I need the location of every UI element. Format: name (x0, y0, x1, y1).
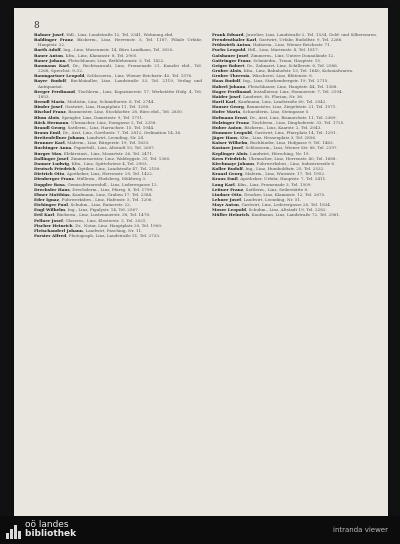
entry-details: Elektroinst., Linz, Mozartstr. 26, Tel. 2471. (63, 150, 154, 156)
entry-name: Dallinger Josef (34, 155, 69, 161)
directory-entry: Eder Ignaz, Fuhrwerksbes., Linz, Hafenstr. 5, Tel. 1206. (34, 197, 153, 202)
entry-name: Ertl Karl (34, 212, 55, 218)
directory-entry: Hager Ferdinand, Installateur, Linz, Honauerstr. 7, Tel. 2194. (212, 88, 343, 94)
directory-entry: Kraus Emil, Apotheker, Urfahr, Hauptstr. 7, Tel. 2411. (212, 176, 327, 182)
entry-name: Lindner Otto (212, 191, 242, 197)
directory-entry: Geiger Robert, Dr., Zahnarzt, Linz, Schillerstr. 6, Tel. 2588. (212, 62, 339, 68)
entry-details: Schneiderin, Linz, Steingasse 5. (242, 109, 310, 115)
entry-details: Landwirt, Pasching, Nr. 11. (85, 227, 143, 233)
entry-name: Lehner Josef (212, 197, 241, 202)
directory-entry: Huber Anton, Bäckerm., Linz, Kaarstr. 2, Tel. 2043. (212, 124, 322, 130)
entry-name: Frühwirth Anton (212, 42, 251, 48)
directory-entry: Bahner Josef, Hdl., Linz, Landstraße 12, Tel. 2341, Wohnung ebd. (34, 32, 174, 37)
entry-details: Ing., Linz, Humboldtstr. 25, Tel. 2532. (245, 166, 325, 172)
directory-entry: Kranzl Georg, Malerm., Linz, Wurmstr. 17, Tel. 1952. (212, 171, 326, 177)
entry-name: Ebner Matthias (34, 191, 70, 197)
entry-details: Dr., Rechtsanwalt, Linz, Promenade 21, Kanzlei ebd., Tel. 2268, Sprechst. 9–12. (38, 62, 202, 74)
entry-details: Schuhm., Linz, Altstadt 19, Tel. 2282. (248, 207, 327, 213)
directory-entry: Fellner Josef, Glaserm., Linz, Klosterstr. 3, Tel. 2021. (34, 217, 147, 223)
entry-details: Drucker, Linz, Klammstr. 12, Tel. 2675. (244, 191, 326, 197)
entry-name: Huber Anton (212, 124, 242, 130)
entry-name: Lang Karl (212, 181, 235, 187)
entry-name: Koller Rudolf (212, 166, 243, 172)
entry-name: Brandl Georg (34, 124, 65, 130)
entry-details: Kfm., Linz, Bahnhofstr. 13, Tel. 1640, Kolonialwaren. (243, 68, 354, 74)
entry-name: Buchinger Anna (34, 145, 72, 151)
library-logo[interactable] (6, 521, 76, 539)
entry-details: Papierhdl., Linz, Altstadt 10, Tel. 2087. (73, 145, 156, 151)
directory-entry: Hofer Maria, Schneiderin, Linz, Steingasse 5. (212, 109, 310, 115)
entry-name: Hofer Maria (212, 109, 241, 115)
entry-name: Bauer Johann (34, 57, 66, 63)
entry-details: Tischlerm., Linz, Dinghoferstr. 33, Tel. 1725. (251, 119, 345, 125)
entry-details: Sattlerm., Linz, Harrachstr. 15, Tel. 1944. (67, 124, 155, 130)
entry-details: Landwirt, Leonding, Nr. 24. (86, 135, 145, 141)
entry-details: Gastwirt, Linz, Lederergasse 28, Tel. 1834. (241, 202, 332, 208)
entry-details: Kaufmann, Linz, Landstraße 60, Tel. 2942. (238, 99, 327, 105)
directory-entry: Fischer Heinrich, Dr., Notar, Linz, Hauptplatz 20, Tel. 1900. (34, 222, 163, 228)
entry-name: Eder Ignaz (34, 197, 59, 202)
entry-details: Optiker, Linz, Landstraße 47, Tel. 2150. (78, 166, 161, 172)
entry-details: Hafnerm., Linz, Wiener Reichsstr. 71. (252, 42, 331, 48)
entry-name: Deutsch Friedrich (34, 166, 76, 172)
entry-name: Forster Alfred (34, 233, 67, 239)
entry-name: Haider Josef (212, 93, 241, 99)
logo-line-2: bibliothek (25, 529, 77, 539)
entry-name: Bahner Josef (34, 32, 64, 37)
entry-name: Fellner Josef (34, 217, 63, 223)
page-number: 8 (34, 21, 40, 31)
directory-entry: Kirchmayr Johann, Fuhrwerksbes., Linz, Industriezeile 6. (212, 160, 336, 166)
entry-name: Frank Eduard (212, 32, 244, 37)
entry-name: Burger Max (34, 150, 62, 156)
directory-entry: Bayer Rudolf, Buchhändler, Linz, Landstraße 33, Tel. 2119, Verlag und Antiquariat. (34, 78, 202, 89)
entry-name: Leitner Franz (212, 186, 244, 192)
directory-entry: Jäger Hans, Kfm., Linz, Hessenplatz 3, Tel. 2856. (212, 135, 317, 141)
directory-entry: Hummer Leopold, Gastwirt, Linz, Pfarrplatz 14, Tel. 1291. (212, 129, 337, 135)
directory-entry: Haberl Johann, Fleischhauer, Linz, Hauptstr. 44, Tel. 1388. (212, 83, 338, 89)
directory-entry: Freudenthaler Karl, Gastwirt, Urfahr, Rudolfstr. 9, Tel. 2266. (212, 37, 343, 43)
directory-entry: Berger Ferdinand, Tischlerm., Linz, Kapuzinerstr. 17, Werkstätte Hofg. 4, Tel. 1853. (34, 88, 202, 99)
directory-entry: Frühwirth Anton, Hafnerm., Linz, Wiener Reichsstr. 71. (212, 42, 331, 48)
entry-details: Juwelier, Linz, Landstraße 2, Tel. 1534, Gold- und Silberwaren. (246, 32, 378, 37)
entry-details: Dr., Notar, Linz, Hauptplatz 20, Tel. 1900. (75, 222, 163, 228)
entry-details: Baumeister, Linz, Stockhofstr. 28, Büro ebd., Tel. 2630. (68, 109, 184, 115)
entry-details: Kaufmann, Linz, Graben 17, Tel. 2384. (72, 191, 153, 197)
directory-entry: Leitner Franz, Sattlerm., Linz, Seilerstätte 8. (212, 186, 309, 192)
entry-details: Ing., Linz, Figulystr. 14, Tel. 2567. (67, 207, 140, 213)
entry-details: Uhrmacher, Linz, Herrenstr. 40, Tel. 1688. (248, 155, 337, 161)
entry-details: Ing., Linz, Starhembergstr. 19, Tel. 2715. (242, 78, 329, 84)
entry-name: Barth Adolf (34, 47, 61, 53)
directory-entry: Lang Karl, Kfm., Linz, Promenade 3, Tel. 1509. (212, 181, 312, 187)
directory-entry: Burger Max, Elektroinst., Linz, Mozartstr. 26, Tel. 2471. (34, 150, 154, 156)
entry-details: Landwirt, St. Florian, Nr. 36. (243, 93, 304, 99)
directory-entry: Fuchs Leopold, Hdl., Linz, Marienstr. 4, Tel. 1817. (212, 47, 320, 53)
entry-name: Hartl Karl (212, 99, 236, 105)
viewer-link[interactable]: intranda viewer (333, 526, 388, 534)
entry-details: Bäckerm., Linz, Kaarstr. 2, Tel. 2043. (244, 124, 322, 130)
entry-name: Danner Ludwig (34, 160, 70, 166)
directory-entry: Keplinger Alois, Landwirt, Hörsching, Nr. 19. (212, 150, 310, 156)
entry-details: Wäscherei, Linz, Blütenstr. 8. (252, 73, 314, 79)
entry-name: Breitenfellner Johann (34, 135, 85, 141)
directory-entry: Baumgartner Leopold, Schlosserm., Linz, Wiener Reichsstr. 40, Tel. 1576. (34, 73, 193, 79)
entry-name: Binder Josef (34, 104, 63, 110)
entry-details: Photograph, Linz, Landstraße 51, Tel. 2733. (68, 233, 161, 239)
directory-entry: Kastner Josef, Schlosserm., Linz, Wiener Str. 88, Tel. 2197. (212, 145, 338, 151)
entry-name: Kaiser Wilhelm (212, 140, 248, 146)
entry-name: Holzinger Franz (212, 119, 250, 125)
entry-name: Gaisbauer Josef (212, 52, 249, 58)
directory-entry: Gattringer Franz, Schmiedm., Traun, Hauptstr. 15. (212, 57, 322, 63)
entry-name: Haberl Johann (212, 83, 246, 89)
directory-entry: Bauer Johann, Fleischhauer, Linz, Bethlehemstr. 3, Tel. 1422. (34, 57, 165, 63)
entry-name: Brunner Karl (34, 140, 65, 146)
entry-details: Buchhändler, Linz, Landstraße 33, Tel. 2119, Verlag und Antiquariat. (38, 78, 202, 89)
entry-details: Uhrmacher, Linz, Domgasse 2, Tel. 2358. (71, 119, 157, 125)
entry-name: Berger Ferdinand (34, 88, 75, 94)
directory-entry: Binder Josef, Gastwirt, Linz, Hauptplatz 11, Tel. 1290. (34, 104, 150, 110)
entry-details: Zimmermeister, Linz, Waldeggstr. 31, Tel. 1365. (70, 155, 171, 161)
library-logo-icon (6, 523, 22, 539)
directory-entry: Lehner Josef, Landwirt, Leonding, Nr. 51. (212, 197, 302, 202)
entry-details: Kfm., Linz, Promenade 3, Tel. 1509. (237, 181, 312, 187)
entry-name: Fischer Heinrich (34, 222, 73, 228)
entry-details: Malerm., Linz, Bürgerstr. 19, Tel. 1633. (67, 140, 150, 146)
directory-entry: Eichinger Paul, Schuhm., Linz, Rainerstr. 22. (34, 202, 132, 208)
directory-entry: Gaisbauer Josef, Zimmerm., Linz, Untere Donaulände 12. (212, 52, 335, 58)
directory-entry: Hartl Karl, Kaufmann, Linz, Landstraße 60, Tel. 2942. (212, 99, 327, 105)
directory-entry: Berndl Maria, Modistin, Linz, Schmidtorstr. 6, Tel. 2744. (34, 99, 155, 105)
entry-details: Landwirt, Leonding, Nr. 51. (243, 197, 302, 202)
entry-name: Geiger Robert (212, 62, 245, 68)
entry-details: Glaserm., Linz, Klosterstr. 3, Tel. 2021. (65, 217, 147, 223)
directory-entry: Breitenfellner Johann, Landwirt, Leonding, Nr. 24. (34, 135, 145, 141)
entry-details: Schuhm., Linz, Rainerstr. 22. (70, 202, 132, 208)
entry-details: Hdl., Linz, Landstraße 12, Tel. 2341, Wohnung ebd. (66, 32, 174, 37)
entry-name: Jäger Hans (212, 135, 238, 141)
directory-entry: Koller Rudolf, Ing., Linz, Humboldtstr. 25, Tel. 2532. (212, 166, 325, 172)
entry-name: Hager Ferdinand (212, 88, 251, 94)
directory-entry: Haas Rudolf, Ing., Linz, Starhembergstr. 19, Tel. 2715. (212, 78, 329, 84)
directory-entry: Drechsler Hans, Drechslerm., Linz, Pfarrg. 8, Tel. 1799. (34, 186, 154, 192)
entry-details: Fuhrwerksbes., Linz, Industriezeile 6. (256, 160, 336, 166)
directory-entry: Dallinger Josef, Zimmermeister, Linz, Waldeggstr. 31, Tel. 1365. (34, 155, 171, 161)
entry-details: Apotheker, Linz, Herrenstr. 29, Tel. 1422. (66, 171, 154, 177)
left-column (34, 32, 202, 510)
directory-entry: Bauer Anton, Kfm., Linz, Klammstr. 8, Tel. 2905. (34, 52, 138, 58)
entry-name: Haas Rudolf (212, 78, 241, 84)
directory-entry: Blum Alois, Spengler, Linz, Dametzstr. 9, Tel. 1711. (34, 114, 144, 120)
entry-details: Dr., Arzt, Linz, Bismarckstr. 11, Tel. 2369. (249, 114, 337, 120)
entry-details: Bäckerm., Linz, Lustenauerstr. 38, Tel. 1478. (56, 212, 151, 218)
directory-entry: Baldinger Franz, Bäckerm., Linz, Herrenstr. 5, Tel. 1187, Filiale Urfahr, Hauptstr. 22. (34, 37, 202, 48)
directory-entry: Lindner Otto, Drucker, Linz, Klammstr. 12, Tel. 2675. (212, 191, 326, 197)
entry-name: Kastner Josef (212, 145, 243, 151)
directory-entry: Brunner Karl, Malerm., Linz, Bürgerstr. 19, Tel. 1633. (34, 140, 150, 146)
entry-name: Baumgartner Leopold (34, 73, 85, 79)
directory-entry: Dirnberger Franz, Müllerm., Ebelsberg, Mühlweg 3. (34, 176, 147, 182)
entry-name: Engl Wilhelm (34, 207, 66, 213)
right-column (212, 32, 380, 510)
entry-details: Zimmerm., Linz, Untere Donaulände 12. (250, 52, 335, 58)
entry-details: Müllerm., Ebelsberg, Mühlweg 3. (76, 176, 147, 182)
entry-name: Böck Hermann (34, 119, 69, 125)
entry-details: Baumeister, Linz, Ziegeleistr. 21, Tel. 1571. (246, 104, 337, 110)
entry-details: Spengler, Linz, Dametzstr. 9, Tel. 1711. (61, 114, 144, 120)
entry-details: Drechslerm., Linz, Pfarrg. 8, Tel. 1799. (72, 186, 154, 192)
entry-name: Baldinger Franz (34, 37, 73, 43)
entry-name: Hofmann Ernst (212, 114, 248, 120)
entry-details: Dr., Arzt, Linz, Goethestr. 7, Tel. 2812, Ordination 14–16. (62, 129, 182, 135)
directory-entry: Hauser Georg, Baumeister, Linz, Ziegeleistr. 21, Tel. 1571. (212, 104, 337, 110)
directory-entry: Engl Wilhelm, Ing., Linz, Figulystr. 14, Tel. 2567. (34, 207, 140, 213)
logo-line-1: oö landes (25, 520, 69, 530)
entry-name: Bischof Franz (34, 109, 66, 115)
directory-entry: Ebner Matthias, Kaufmann, Linz, Graben 17, Tel. 2384. (34, 191, 153, 197)
directory-entry: Fleischanderl Johann, Landwirt, Pasching, Nr. 11. (34, 227, 143, 233)
entry-details: Hdl., Linz, Marienstr. 4, Tel. 1817. (247, 47, 320, 53)
directory-entry: Baumann Karl, Dr., Rechtsanwalt, Linz, Promenade 21, Kanzlei ebd., Tel. 2268, Sprechst. 9–12. (34, 62, 202, 74)
directory-entry: Haider Josef, Landwirt, St. Florian, Nr. 36. (212, 93, 304, 99)
directory-entry: Forster Alfred, Photograph, Linz, Landstraße 51, Tel. 2733. (34, 233, 161, 239)
directory-entry: Barth Adolf, Ing., Linz, Museumstr. 14, Büro Landhaus, Tel. 3020. (34, 47, 174, 53)
directory-entry: Danner Ludwig, Kfm., Linz, Spittelwiese 4, Tel. 2903. (34, 160, 148, 166)
entry-details: Kfm., Linz, Hessenplatz 3, Tel. 2856. (240, 135, 317, 141)
entry-name: Mayr Anton (212, 202, 239, 208)
directory-entry: Braun Emil, Dr., Arzt, Linz, Goethestr. 7, Tel. 2812, Ordination 14–16. (34, 129, 182, 135)
entry-details: Sattlerm., Linz, Seilerstätte 8. (245, 186, 309, 192)
entry-name: Kirchmayr Johann (212, 160, 254, 166)
entry-name: Freudenthaler Karl (212, 37, 257, 43)
entry-name: Kraus Emil (212, 176, 238, 182)
entry-details: Kfm., Linz, Klammstr. 8, Tel. 2905. (65, 52, 138, 58)
entry-details: Modistin, Linz, Schmidtorstr. 6, Tel. 2744. (67, 99, 155, 105)
entry-name: Baumann Karl (34, 62, 69, 68)
entry-name: Braun Emil (34, 129, 61, 135)
entry-name: Hauser Georg (212, 104, 244, 110)
directory-entry: Gruber Alois, Kfm., Linz, Bahnhofstr. 13, Tel. 1640, Kolonialwaren. (212, 68, 354, 74)
viewer-footer (0, 516, 400, 544)
directory-entry: Buchinger Anna, Papierhdl., Linz, Altstadt 10, Tel. 2087. (34, 145, 156, 151)
entry-details: Gastwirt, Urfahr, Rudolfstr. 9, Tel. 2266. (258, 37, 343, 43)
entry-details: Kfm., Linz, Spittelwiese 4, Tel. 2903. (71, 160, 148, 166)
entry-name: Fuchs Leopold (212, 47, 246, 53)
directory-entry: Mayr Anton, Gastwirt, Linz, Lederergasse 28, Tel. 1834. (212, 202, 332, 208)
entry-details: Malerm., Linz, Wurmstr. 17, Tel. 1952. (245, 171, 326, 177)
entry-details: Fleischhauer, Linz, Bethlehemstr. 3, Tel. 1422. (68, 57, 165, 63)
entry-details: Dr., Zahnarzt, Linz, Schillerstr. 6, Tel. 2588. (246, 62, 339, 68)
entry-name: Gruber Theresia (212, 73, 250, 79)
entry-details: Schmiedm., Traun, Hauptstr. 15. (253, 57, 322, 63)
entry-name: Keplinger Alois (212, 150, 248, 156)
entry-details: Installateur, Linz, Honauerstr. 7, Tel. 2194. (253, 88, 343, 94)
entry-details: Ing., Linz, Museumstr. 14, Büro Landhaus, Tel. 3020. (63, 47, 174, 53)
entry-name: Doppler Rosa (34, 181, 65, 187)
entry-name: Berndl Maria (34, 99, 65, 105)
entry-details: Tischlerm., Linz, Kapuzinerstr. 17, Werkstätte Hofg. 4, Tel. 1853. (38, 88, 202, 99)
entry-details: Gastwirt, Linz, Hauptplatz 11, Tel. 1290. (65, 104, 150, 110)
entry-name: Fleischanderl Johann (34, 227, 83, 233)
entry-name: Dirnberger Franz (34, 176, 74, 182)
entry-details: Fuhrwerksbes., Linz, Hafenstr. 5, Tel. 1206. (61, 197, 153, 202)
entry-details: Apotheker, Urfahr, Hauptstr. 7, Tel. 2411. (240, 176, 327, 182)
entry-details: Landwirt, Hörsching, Nr. 19. (250, 150, 310, 156)
entry-details: Buchbinder, Linz, Hofgasse 9, Tel. 1463. (249, 140, 334, 146)
entry-name: Drechsler Hans (34, 186, 70, 192)
directory-entry: Gruber Theresia, Wäscherei, Linz, Blütenstr. 8. (212, 73, 314, 79)
document-page (14, 8, 388, 516)
entry-details: Gastwirt, Linz, Pfarrplatz 14, Tel. 1291. (254, 129, 337, 135)
entry-details: Gemischtwarenhdl., Linz, Lederergasse 12. (67, 181, 158, 187)
library-logo-text (25, 521, 76, 539)
directory-entry: Böck Hermann, Uhrmacher, Linz, Domgasse 2, Tel. 2358. (34, 119, 157, 125)
entry-details: Fleischhauer, Linz, Hauptstr. 44, Tel. 1388. (247, 83, 338, 89)
directory-entry: Frank Eduard, Juwelier, Linz, Landstraße 2, Tel. 1534, Gold- und Silberwaren. (212, 32, 378, 37)
directory-entry: Kern Friedrich, Uhrmacher, Linz, Herrenstr. 40, Tel. 1688. (212, 155, 337, 161)
entry-name: Kern Friedrich (212, 155, 246, 161)
directory-entry: Ertl Karl, Bäckerm., Linz, Lustenauerstr. 38, Tel. 1478. (34, 212, 151, 218)
entry-name: Blum Alois (34, 114, 60, 120)
directory-entry: Bischof Franz, Baumeister, Linz, Stockhofstr. 28, Büro ebd., Tel. 2630. (34, 109, 184, 115)
directory-entry: Deutsch Friedrich, Optiker, Linz, Landstraße 47, Tel. 2150. (34, 166, 161, 172)
directory-entry: Doppler Rosa, Gemischtwarenhdl., Linz, Lederergasse 12. (34, 181, 158, 187)
entry-name: Bauer Anton (34, 52, 64, 58)
entry-details: Schlosserm., Linz, Wiener Str. 88, Tel. 2197. (245, 145, 338, 151)
entry-name: Kranzl Georg (212, 171, 243, 177)
directory-entry: Brandl Georg, Sattlerm., Linz, Harrachstr. 15, Tel. 1944. (34, 124, 155, 130)
entry-name: Bayer Rudolf (34, 78, 66, 84)
entry-name: Moser Leopold (212, 207, 246, 213)
entry-details: Schlosserm., Linz, Wiener Reichsstr. 40, Tel. 1576. (86, 73, 193, 79)
directory-entry: Müller Heinrich, Kaufmann, Linz, Landstraße 72, Tel. 2961. (212, 212, 341, 218)
directory-entry: Kaiser Wilhelm, Buchbinder, Linz, Hofgasse 9, Tel. 1463. (212, 140, 334, 146)
entry-name: Gattringer Franz (212, 57, 251, 63)
entry-name: Dietrich Otto (34, 171, 65, 177)
entry-name: Hummer Leopold (212, 129, 252, 135)
text-columns (34, 32, 380, 510)
directory-entry: Hofmann Ernst, Dr., Arzt, Linz, Bismarckstr. 11, Tel. 2369. (212, 114, 337, 120)
entry-details: Bäckerm., Linz, Herrenstr. 5, Tel. 1187, Filiale Urfahr, Hauptstr. 22. (38, 37, 202, 48)
entry-name: Gruber Alois (212, 68, 242, 74)
entry-details: Kaufmann, Linz, Landstraße 72, Tel. 2961. (251, 212, 341, 218)
entry-name: Müller Heinrich (212, 212, 249, 218)
entry-name: Eichinger Paul (34, 202, 68, 208)
directory-entry: Holzinger Franz, Tischlerm., Linz, Dinghoferstr. 33, Tel. 1725. (212, 119, 345, 125)
directory-entry: Dietrich Otto, Apotheker, Linz, Herrenstr. 29, Tel. 1422. (34, 171, 154, 177)
directory-entry: Moser Leopold, Schuhm., Linz, Altstadt 19, Tel. 2282. (212, 207, 327, 213)
